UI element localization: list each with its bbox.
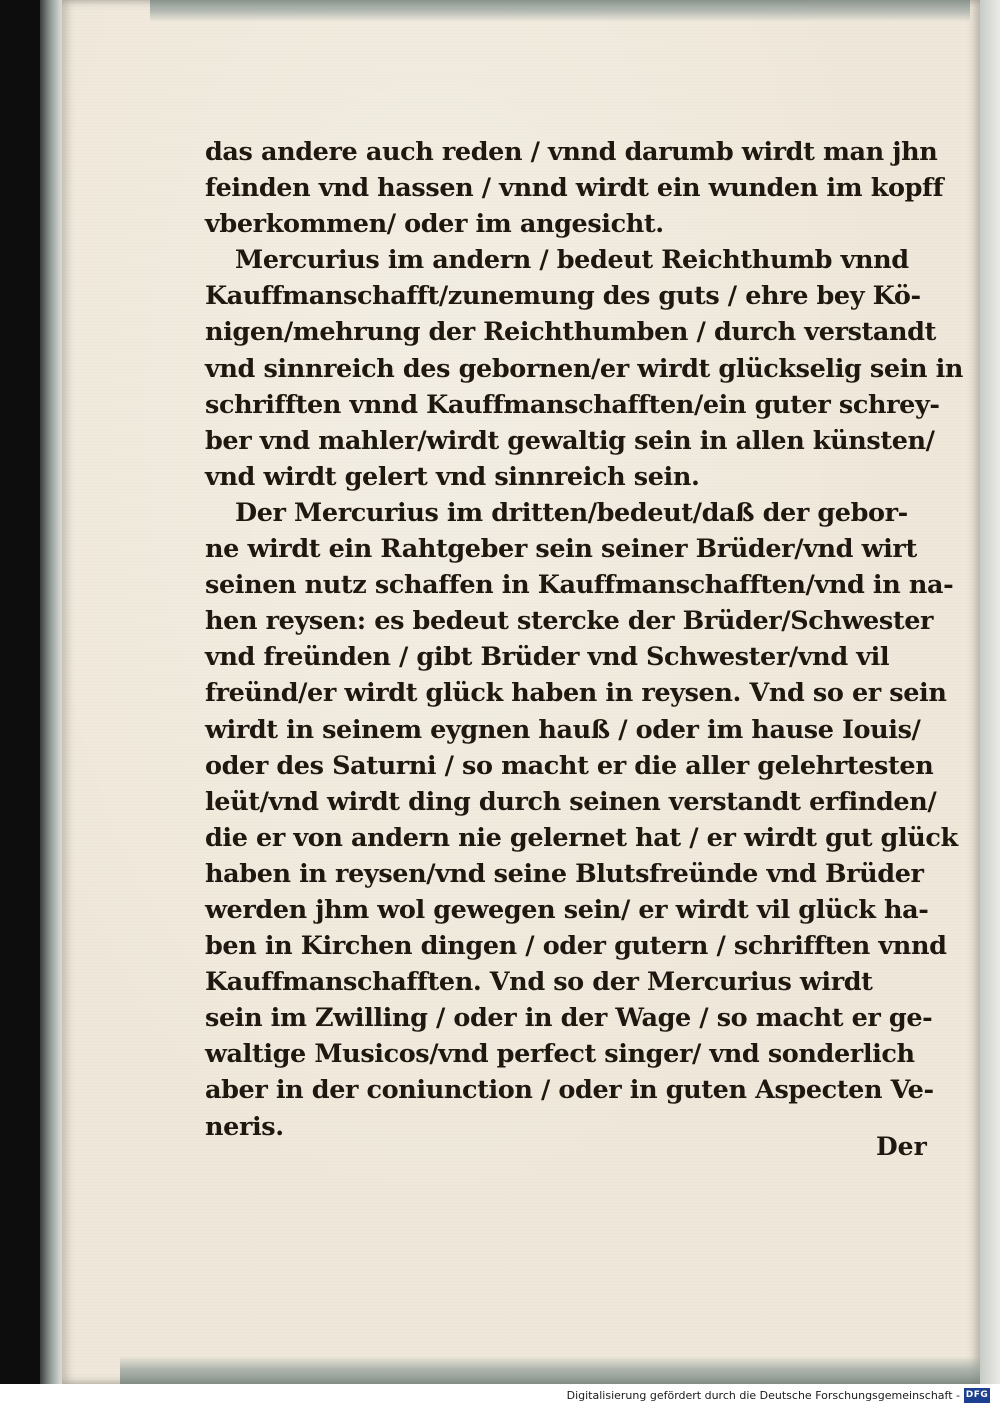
text-line: ne wirdt ein Rahtgeber sein seiner Brüder/vnd wirt xyxy=(205,534,917,565)
text-line: schrifften vnnd Kauffmanschafften/ein guter schrey- xyxy=(205,389,940,420)
text-line: sein im Zwilling / oder in der Wage / so macht er ge- xyxy=(205,1003,933,1034)
text-line: aber in der coniunction / oder in guten Aspecten Ve- xyxy=(205,1075,934,1106)
text-line: ber vnd mahler/wirdt gewaltig sein in allen künsten/ xyxy=(205,425,935,456)
text-line: seinen nutz schaffen in Kauffmanschafften/vnd in na- xyxy=(205,570,954,601)
text-line: Kauffmanschafft/zunemung des guts / ehre bey Kö- xyxy=(205,281,921,312)
text-line: oder des Saturni / so macht er die aller gelehrtesten xyxy=(205,750,934,781)
paragraph-start-line: Der Mercurius im dritten/bedeut/daß der gebor- xyxy=(235,497,908,528)
bottom-edge-stain xyxy=(120,1356,980,1384)
text-line: feinden vnd hassen / vnnd wirdt ein wunden im kopff xyxy=(205,173,944,204)
text-line: neris. xyxy=(205,1111,284,1142)
footer-bar xyxy=(0,1384,1000,1408)
book-edge-right xyxy=(980,0,1000,1384)
text-line: Kauffmanschafften. Vnd so der Mercurius wirdt xyxy=(205,967,873,998)
text-line: leüt/vnd wirdt ding durch seinen verstandt erfinden/ xyxy=(205,786,937,817)
text-line: vnd wirdt gelert vnd sinnreich sein. xyxy=(205,461,700,492)
text-line: werden jhm wol gewegen sein/ er wirdt vil glück ha- xyxy=(205,894,929,925)
body-text xyxy=(205,134,964,1145)
text-line: die er von andern nie gelernet hat / er wirdt gut glück xyxy=(205,822,958,853)
text-line: haben in reysen/vnd seine Blutsfreünde vnd Brüder xyxy=(205,858,924,889)
text-line: wirdt in seinem eygnen hauß / oder im hause Iouis/ xyxy=(205,714,921,745)
text-line: vnd freünden / gibt Brüder vnd Schwester/vnd vil xyxy=(205,642,890,673)
text-line: vnd sinnreich des gebornen/er wirdt glückselig sein in xyxy=(205,353,964,384)
top-edge-stain xyxy=(150,0,970,22)
text-line: das andere auch reden / vnnd darumb wirdt man jhn xyxy=(205,137,938,167)
text-line: freünd/er wirdt glück haben in reysen. Vnd so er sein xyxy=(205,678,947,709)
catchword: Der xyxy=(876,1132,927,1161)
text-line: waltige Musicos/vnd perfect singer/ vnd sonderlich xyxy=(205,1039,915,1070)
dfg-logo-icon[interactable]: DFG xyxy=(964,1388,990,1403)
text-line: nigen/mehrung der Reichthumben / durch verstandt xyxy=(205,317,936,348)
text-line: vberkommen/ oder im angesicht. xyxy=(205,209,664,240)
text-line: ben in Kirchen dingen / oder gutern / schrifften vnnd xyxy=(205,931,947,962)
funding-credit[interactable]: Digitalisierung gefördert durch die Deutsche Forschungsgemeinschaft - xyxy=(566,1389,960,1402)
text-line: hen reysen: es bedeut stercke der Brüder/Schwester xyxy=(205,606,934,637)
paragraph-start-line: Mercurius im andern / bedeut Reichthumb vnnd xyxy=(235,245,909,276)
